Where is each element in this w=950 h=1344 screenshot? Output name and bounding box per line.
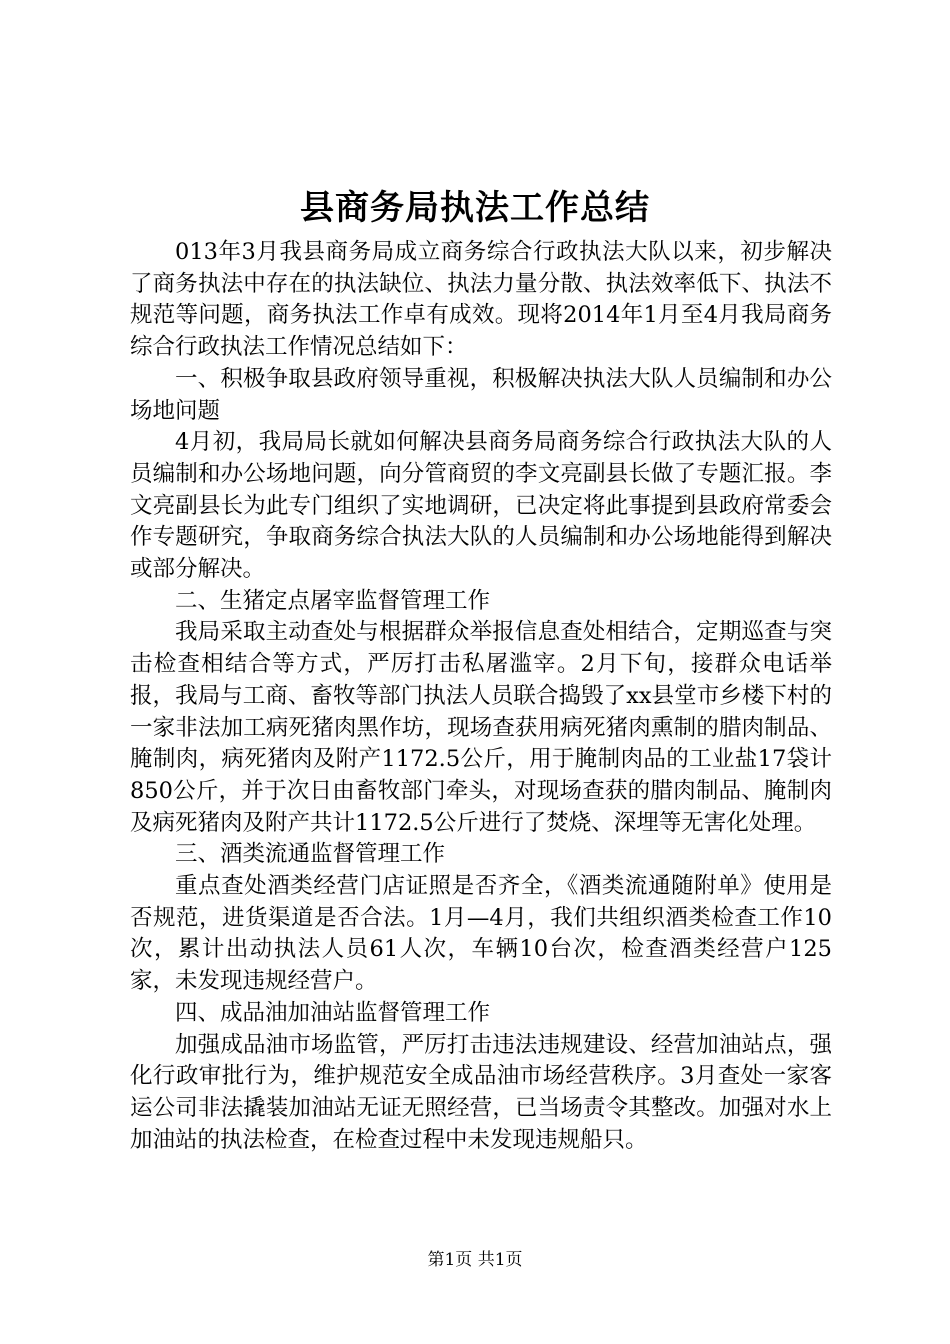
intro-paragraph: 013年3月我县商务局成立商务综合行政执法大队以来，初步解决了商务执法中存在的执法缺位、执法力量分散、执法效率低下、执法不规范等问题，商务执法工作卓有成效。现将2014年1月至4月我局商务综合行政执法工作情况总结如下： bbox=[130, 239, 832, 361]
section-paragraph-3: 重点查处酒类经营门店证照是否齐全，《酒类流通随附单》使用是否规范，进货渠道是否合法。1月—4月，我们共组织酒类检查工作10次，累计出动执法人员61人次，车辆10台次，检查酒类经营户125家，未发现违规经营户。 bbox=[130, 873, 832, 995]
section-paragraph-4: 加强成品油市场监管，严厉打击违法违规建设、经营加油站点，强化行政审批行为，维护规范安全成品油市场经营秩序。3月查处一家客运公司非法撬装加油站无证无照经营，已当场责令其整改。加强对水上加油站的执法检查，在检查过程中未发现违规船只。 bbox=[130, 1031, 832, 1153]
document-body bbox=[130, 237, 832, 1156]
document-title: 县商务局执法工作总结 bbox=[300, 188, 650, 228]
section-paragraph-1: 4月初，我局局长就如何解决县商务局商务综合行政执法大队的人员编制和办公场地问题，向分管商贸的李文亮副县长做了专题汇报。李文亮副县长为此专门组织了实地调研，已决定将此事提到县政府常委会作专题研究，争取商务综合执法大队的人员编制和办公场地能得到解决或部分解决。 bbox=[130, 429, 832, 583]
section-paragraph-2: 我局采取主动查处与根据群众举报信息查处相结合，定期巡查与突击检查相结合等方式，严厉打击私屠滥宰。2月下旬，接群众电话举报，我局与工商、畜牧等部门执法人员联合捣毁了xx县堂市乡楼下村的一家非法加工病死猪肉黑作坊，现场查获用病死猪肉熏制的腊肉制品、腌制肉，病死猪肉及附产1172.5公斤，用于腌制肉品的工业盐17袋计850公斤，并于次日由畜牧部门牵头，对现场查获的腊肉制品、腌制肉及病死猪肉及附产共计1172.5公斤进行了焚烧、深埋等无害化处理。 bbox=[130, 619, 832, 836]
section-heading-3: 三、酒类流通监督管理工作 bbox=[175, 841, 446, 868]
page-footer: 第1页 共1页 bbox=[427, 1250, 523, 1270]
section-heading-1: 一、积极争取县政府领导重视，积极解决执法大队人员编制和办公场地问题 bbox=[130, 365, 832, 424]
section-heading-2: 二、生猪定点屠宰监督管理工作 bbox=[175, 587, 491, 614]
section-heading-4: 四、成品油加油站监督管理工作 bbox=[175, 999, 491, 1026]
